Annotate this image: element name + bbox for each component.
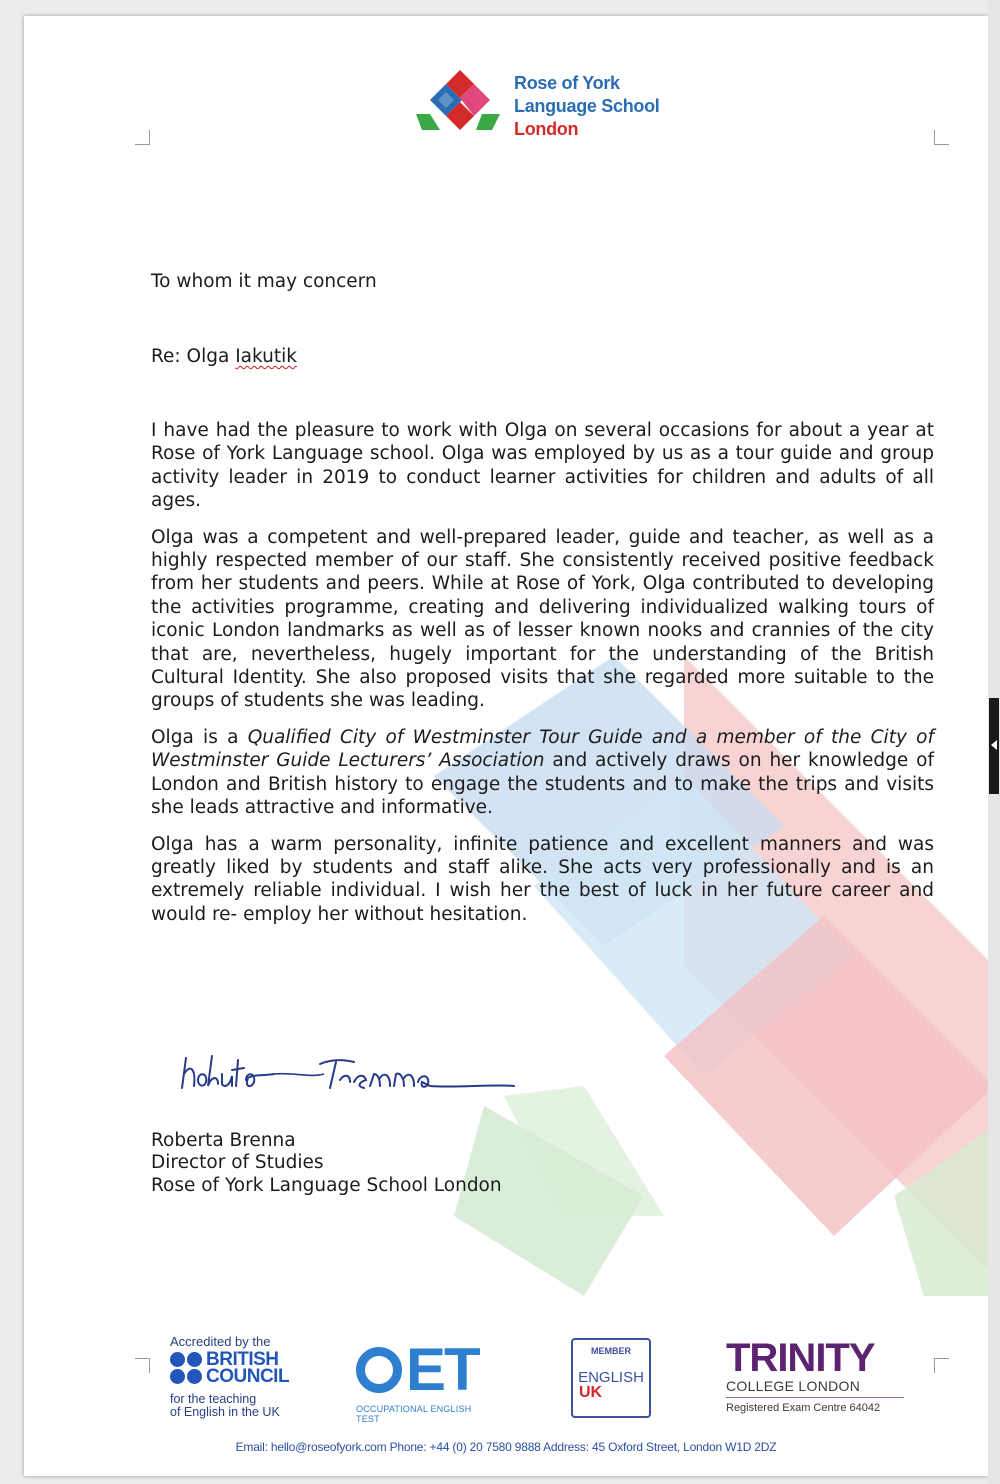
signer-name: Roberta Brenna [151, 1130, 296, 1151]
oet-logo [356, 1336, 496, 1424]
signer-block [151, 1130, 502, 1197]
euk-member-text: MEMBER [591, 1346, 631, 1356]
paragraph-2: Olga was a competent and well-prepared leader, guide and teacher, as well as a highly respected member of our staff. She consistently received positive feedback from her students and peers. While at Rose of York, Olga contributed to developing the activities programme, creating and delivering individualized walking tours of iconic London landmarks as well as of lesser known nooks and crannies of the city that are, nevertheless, hugely important for the understanding of the British Cultural Identity. She also proposed visits that she regarded more suitable to the groups of students she was leading. [151, 526, 934, 712]
english-uk-member-logo [571, 1338, 651, 1418]
bc-accredited-text: Accredited by the [170, 1334, 271, 1349]
subject-prefix: Re: Olga [151, 346, 236, 367]
crop-mark-bottom-left [135, 1358, 150, 1373]
scrollbar-thumb[interactable] [989, 698, 999, 794]
logo-line-2: Language School [514, 96, 660, 116]
paragraph-3 [151, 726, 934, 820]
rose-of-york-logo-icon [416, 70, 502, 138]
paragraph-3-end: and actively draws on her knowledge of London and British history to engage the students and to make the trips and visits she leads attractive and informative. [151, 750, 934, 819]
bc-name-line-2: COUNCIL [206, 1366, 290, 1387]
letter-page [24, 16, 988, 1476]
crop-mark-bottom-right [934, 1358, 949, 1373]
british-council-dots-icon [170, 1352, 202, 1384]
paragraph-4: Olga has a warm personality, infinite patience and excellent manners and was greatly liked by students and staff alike. She acts very professionally and is an extremely reliable individual. I wish her the best of luck in her future career and would re- employ her without hesitation. [151, 833, 934, 925]
euk-english-text: ENGLISH [578, 1369, 644, 1386]
subject-name-misspelled[interactable]: Iakutik [235, 346, 297, 367]
crop-mark-top-right [934, 130, 949, 145]
oet-ring-icon [356, 1347, 402, 1393]
paragraph-1: I have had the pleasure to work with Olga on several occasions for about a year at Rose of York Language school. Olga was employed by us as a tour guide and group activity leader in 2019 to conduct learner activities for children and adults of all ages. [151, 420, 934, 512]
paragraph-3-italic: Qualified City of Westminster Tour Guide and a member of the City of Westminster Guide Lecturers’ Association [151, 726, 934, 772]
signer-title: Director of Studies [151, 1152, 324, 1174]
british-council-logo [170, 1334, 310, 1419]
oet-subtitle: OCCUPATIONAL ENGLISH TEST [356, 1404, 472, 1424]
crop-mark-top-left [135, 130, 150, 145]
trinity-college-text: COLLEGE LONDON [726, 1378, 904, 1398]
paragraph-3-start: Olga is a [151, 726, 248, 748]
trinity-name: TRINITY [726, 1336, 875, 1380]
bc-for-line-1: for the teaching [170, 1392, 257, 1406]
trinity-registered-text: Registered Exam Centre 64042 [726, 1402, 881, 1414]
euk-uk-text: UK [579, 1384, 603, 1401]
letter-subject [151, 345, 934, 368]
trinity-college-logo [726, 1338, 904, 1414]
bc-for-line-2: of English in the UK [170, 1405, 280, 1419]
oet-mark-text: ET [406, 1336, 479, 1403]
school-name-logo [514, 72, 660, 141]
signer-organisation: Rose of York Language School London [151, 1174, 502, 1196]
contact-line: Email: hello@roseofyork.com Phone: +44 (0) 20 7580 9888 Address: 45 Oxford Street, London W1D 2DZ [235, 1440, 777, 1454]
bc-name-line-1: BRITISH [206, 1349, 279, 1370]
letter-body [151, 419, 934, 939]
handwritten-signature [174, 1038, 524, 1098]
letter-greeting: To whom it may concern [151, 271, 377, 292]
vertical-scrollbar[interactable] [988, 0, 1000, 1484]
logo-line-3: London [514, 119, 579, 139]
logo-line-1: Rose of York [514, 73, 620, 93]
